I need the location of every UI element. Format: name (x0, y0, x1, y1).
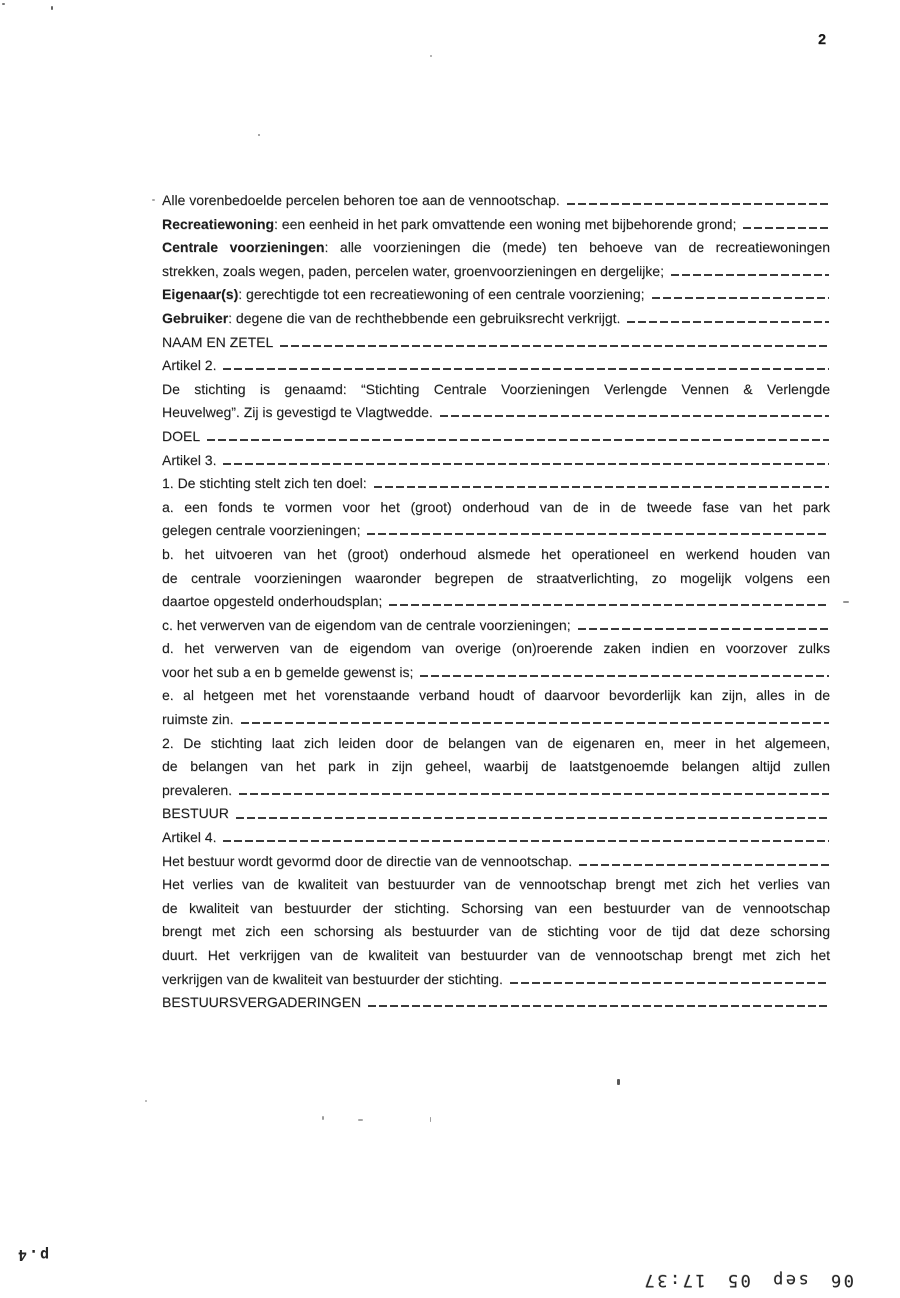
text-segment: 1. De stichting stelt zich ten doel: (162, 475, 367, 492)
scan-speck (430, 1117, 431, 1122)
line-text (162, 499, 830, 515)
text-line (162, 802, 830, 826)
text-segment: Artikel 3. (162, 451, 217, 468)
text-segment: strekken, zoals wegen, paden, percelen water, groenvoorzieningen en dergelijke; (162, 262, 664, 279)
dash-fill (367, 533, 829, 535)
text-segment: b. het uitvoeren van het (groot) onderhoud alsmede het operationeel en werkend houden van (162, 545, 830, 562)
text-line (162, 543, 830, 567)
text-line (162, 401, 830, 425)
line-text (162, 687, 830, 703)
dash-fill (223, 463, 829, 465)
scan-speck (152, 199, 155, 201)
line-text (162, 213, 736, 237)
text-segment: c. het verwerven van de eigendom van de centrale voorzieningen; (162, 616, 571, 633)
text-line (162, 779, 830, 803)
text-segment: Heuvelweg”. Zij is gevestigd te Vlagtwedde. (162, 404, 433, 421)
dash-fill (374, 486, 829, 488)
line-text (162, 876, 830, 892)
dash-fill (368, 1005, 829, 1007)
line-text (162, 900, 830, 916)
text-line (162, 472, 830, 496)
line-text (162, 590, 382, 614)
text-segment: : degene die van de rechthebbende een gebruiksrecht verkrijgt. (228, 309, 621, 326)
text-line (162, 755, 830, 779)
text-segment: prevaleren. (162, 781, 233, 798)
dash-fill (236, 817, 829, 819)
text-line (162, 708, 830, 732)
dash-fill (420, 675, 829, 677)
line-text (162, 519, 360, 543)
dash-fill (241, 722, 829, 724)
text-segment: DOEL (162, 427, 201, 444)
text-segment: e. al hetgeen met het vorenstaande verband houdt of daarvoor bevorderlijk kan zijn, alles in de (162, 687, 830, 704)
text-segment: de centrale voorzieningen waaronder begrepen de straatverlichting, zo mogelijk volgens een (162, 569, 830, 586)
text-segment: a. een fonds te vormen voor het (groot) onderhoud van de in de tweede fase van het park (162, 498, 830, 515)
text-line (162, 873, 830, 897)
text-line (162, 283, 830, 307)
text-line (162, 425, 830, 449)
line-text (162, 640, 830, 656)
text-segment: Artikel 4. (162, 829, 217, 846)
text-segment: gelegen centrale voorzieningen; (162, 522, 361, 539)
text-segment: De stichting is genaamd: “Stichting Centrale Voorzieningen Verlengde Vennen & Verlengde (162, 380, 830, 397)
text-line (162, 519, 830, 543)
text-segment: NAAM EN ZETEL (162, 333, 274, 350)
scan-speck (617, 1079, 620, 1085)
text-line (162, 850, 830, 874)
dash-fill (578, 628, 829, 630)
text-line (162, 826, 830, 850)
scan-speck (358, 1119, 363, 1121)
dash-fill (239, 793, 829, 795)
dash-fill (223, 840, 829, 842)
text-segment: BESTUUR (162, 805, 229, 822)
text-segment: Gebruiker (162, 309, 229, 326)
text-line (162, 991, 830, 1015)
line-text (162, 779, 232, 803)
text-line (162, 496, 830, 520)
line-text (162, 991, 361, 1015)
text-line (162, 378, 830, 402)
text-line (162, 260, 830, 284)
dash-fill (389, 604, 829, 606)
line-text (162, 425, 200, 449)
page-number: 2 (818, 32, 827, 48)
line-text (162, 758, 830, 774)
text-line (162, 331, 830, 355)
line-text (162, 923, 830, 939)
line-text (162, 239, 830, 255)
text-segment: 2. De stichting laat zich leiden door de belangen van de eigenaren en, meer in het algemeen, (162, 734, 830, 751)
fax-timestamp: 06 sep 05 17:37 (641, 1270, 854, 1290)
line-text (162, 850, 572, 874)
line-text (162, 826, 216, 850)
text-segment: Artikel 2. (162, 357, 217, 374)
scan-speck (322, 1116, 324, 1120)
dash-fill (280, 345, 829, 347)
text-line (162, 189, 830, 213)
text-segment: duurt. Het verkrijgen van de kwaliteit van bestuurder van de vennootschap brengt met zich het (162, 947, 830, 963)
text-line (162, 944, 830, 968)
line-text (162, 570, 830, 586)
text-line (162, 567, 830, 591)
text-line (162, 354, 830, 378)
text-line (162, 213, 830, 237)
text-segment: : alle voorzieningen die (mede) ten behoeve van de recreatiewoningen (324, 239, 830, 256)
scan-speck (51, 6, 53, 10)
text-segment: de belangen van het park in zijn geheel, waarbij de laatstgenoemde belangen altijd zullen (162, 758, 830, 775)
text-line (162, 236, 830, 260)
scan-speck (2, 3, 5, 5)
dash-fill (652, 297, 829, 299)
line-text (162, 546, 830, 562)
text-segment: Recreatiewoning (162, 215, 275, 232)
dash-fill (671, 274, 829, 276)
dash-fill (510, 982, 829, 984)
line-text (162, 614, 571, 638)
text-segment: Centrale voorzieningen (162, 239, 325, 256)
text-line (162, 684, 830, 708)
dash-fill (627, 321, 829, 323)
dash-fill (579, 864, 829, 866)
line-text (162, 354, 216, 378)
text-line (162, 968, 830, 992)
text-segment: verkrijgen van de kwaliteit van bestuurder der stichting. (162, 970, 503, 987)
text-line (162, 307, 830, 331)
text-segment: ruimste zin. (162, 711, 234, 728)
text-segment: BESTUURSVERGADERINGEN (162, 994, 362, 1011)
text-segment: daartoe opgesteld onderhoudsplan; (162, 593, 383, 610)
scan-speck (430, 55, 432, 57)
dash-fill (223, 368, 829, 370)
line-text (162, 331, 273, 355)
text-line (162, 614, 830, 638)
dash-fill (567, 203, 829, 205)
dash-fill (743, 227, 829, 229)
text-block (162, 189, 830, 1015)
line-text (162, 401, 433, 425)
text-line (162, 449, 830, 473)
scan-speck (843, 601, 849, 603)
text-segment: Het bestuur wordt gevormd door de directie van de vennootschap. (162, 852, 573, 869)
text-segment: de kwaliteit van bestuurder der stichting. Schorsing van een bestuurder van de vennootschap (162, 899, 830, 916)
text-segment: d. het verwerven van de eigendom van overige (on)roerende zaken indien en voorzover zulks (162, 640, 830, 657)
line-text (162, 189, 560, 213)
line-text (162, 968, 503, 992)
scan-speck (145, 1100, 147, 1102)
fax-page-indicator: p.4 (16, 1246, 50, 1264)
line-text (162, 802, 229, 826)
text-segment: : een eenheid in het park omvattende een woning met bijbehorende grond; (274, 215, 737, 232)
text-segment: : gerechtigde tot een recreatiewoning of een centrale voorziening; (238, 286, 645, 303)
line-text (162, 260, 664, 284)
text-line (162, 661, 830, 685)
line-text (162, 661, 413, 685)
scan-speck (258, 134, 260, 136)
line-text (162, 472, 367, 496)
text-line (162, 897, 830, 921)
text-segment: Alle vorenbedoelde percelen behoren toe aan de vennootschap. (162, 192, 560, 208)
text-segment: Eigenaar(s) (162, 286, 239, 303)
text-line (162, 590, 830, 614)
line-text (162, 735, 830, 751)
text-segment: brengt met zich een schorsing als bestuurder van de stichting voor de tijd dat deze schorsing (162, 923, 830, 940)
dash-fill (207, 439, 829, 441)
line-text (162, 449, 216, 473)
dash-fill (440, 415, 829, 417)
line-text (162, 283, 645, 307)
text-segment: Het verlies van de kwaliteit van bestuurder van de vennootschap brengt met zich het verlies van (162, 876, 830, 893)
text-segment: voor het sub a en b gemelde gewenst is; (162, 663, 414, 680)
line-text (162, 307, 620, 331)
line-text (162, 708, 234, 732)
text-line (162, 920, 830, 944)
text-line (162, 732, 830, 756)
line-text (162, 947, 830, 963)
line-text (162, 381, 830, 397)
text-line (162, 637, 830, 661)
